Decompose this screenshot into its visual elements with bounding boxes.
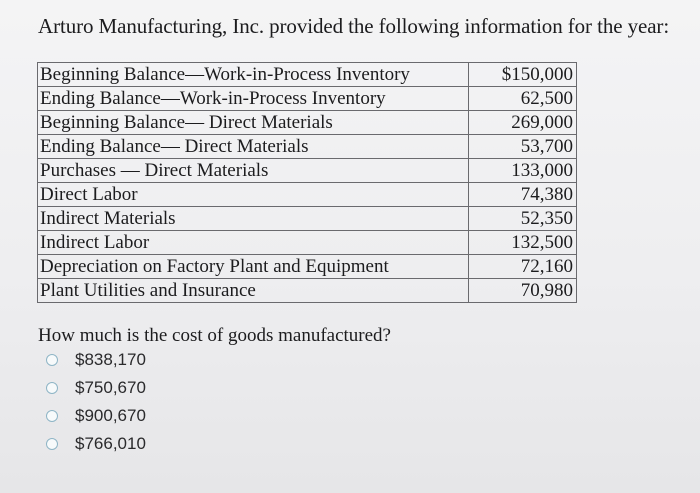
table-row <box>38 111 577 135</box>
row-label: Purchases — Direct Materials <box>38 159 469 183</box>
row-amount: 72,160 <box>469 255 577 279</box>
row-label: Ending Balance— Direct Materials <box>38 135 469 159</box>
row-amount: 62,500 <box>469 87 577 111</box>
radio-button-icon[interactable] <box>46 410 58 422</box>
row-amount: 269,000 <box>469 111 577 135</box>
row-amount: 74,380 <box>469 183 577 207</box>
answer-option-label[interactable]: $838,170 <box>75 350 146 369</box>
table-row <box>38 279 577 303</box>
table-row <box>38 63 577 87</box>
answer-option-label[interactable]: $766,010 <box>75 434 146 453</box>
table-row <box>38 135 577 159</box>
table-row <box>38 87 577 111</box>
row-amount: 52,350 <box>469 207 577 231</box>
answer-option[interactable] <box>46 430 146 458</box>
row-label: Beginning Balance— Direct Materials <box>38 111 469 135</box>
cost-data-table <box>37 62 577 303</box>
table-row <box>38 231 577 255</box>
row-label: Beginning Balance—Work-in-Process Inventory <box>38 63 469 87</box>
radio-button-icon[interactable] <box>46 382 58 394</box>
radio-button-icon[interactable] <box>46 354 58 366</box>
row-label: Indirect Labor <box>38 231 469 255</box>
table-row <box>38 183 577 207</box>
answer-option[interactable] <box>46 346 146 374</box>
row-label: Direct Labor <box>38 183 469 207</box>
row-amount: 132,500 <box>469 231 577 255</box>
problem-heading: Arturo Manufacturing, Inc. provided the following information for the year: <box>38 14 670 38</box>
answer-option[interactable] <box>46 402 146 430</box>
row-amount: 133,000 <box>469 159 577 183</box>
table-row <box>38 255 577 279</box>
radio-button-icon[interactable] <box>46 438 58 450</box>
answer-options <box>46 346 146 458</box>
table-row <box>38 159 577 183</box>
row-label: Plant Utilities and Insurance <box>38 279 469 303</box>
row-label: Indirect Materials <box>38 207 469 231</box>
row-amount: 53,700 <box>469 135 577 159</box>
row-amount: $150,000 <box>469 63 577 87</box>
question-text: How much is the cost of goods manufactured? <box>38 325 391 346</box>
answer-option-label[interactable]: $900,670 <box>75 406 146 425</box>
table-row <box>38 207 577 231</box>
row-label: Depreciation on Factory Plant and Equipment <box>38 255 469 279</box>
answer-option[interactable] <box>46 374 146 402</box>
row-amount: 70,980 <box>469 279 577 303</box>
answer-option-label[interactable]: $750,670 <box>75 378 146 397</box>
row-label: Ending Balance—Work-in-Process Inventory <box>38 87 469 111</box>
